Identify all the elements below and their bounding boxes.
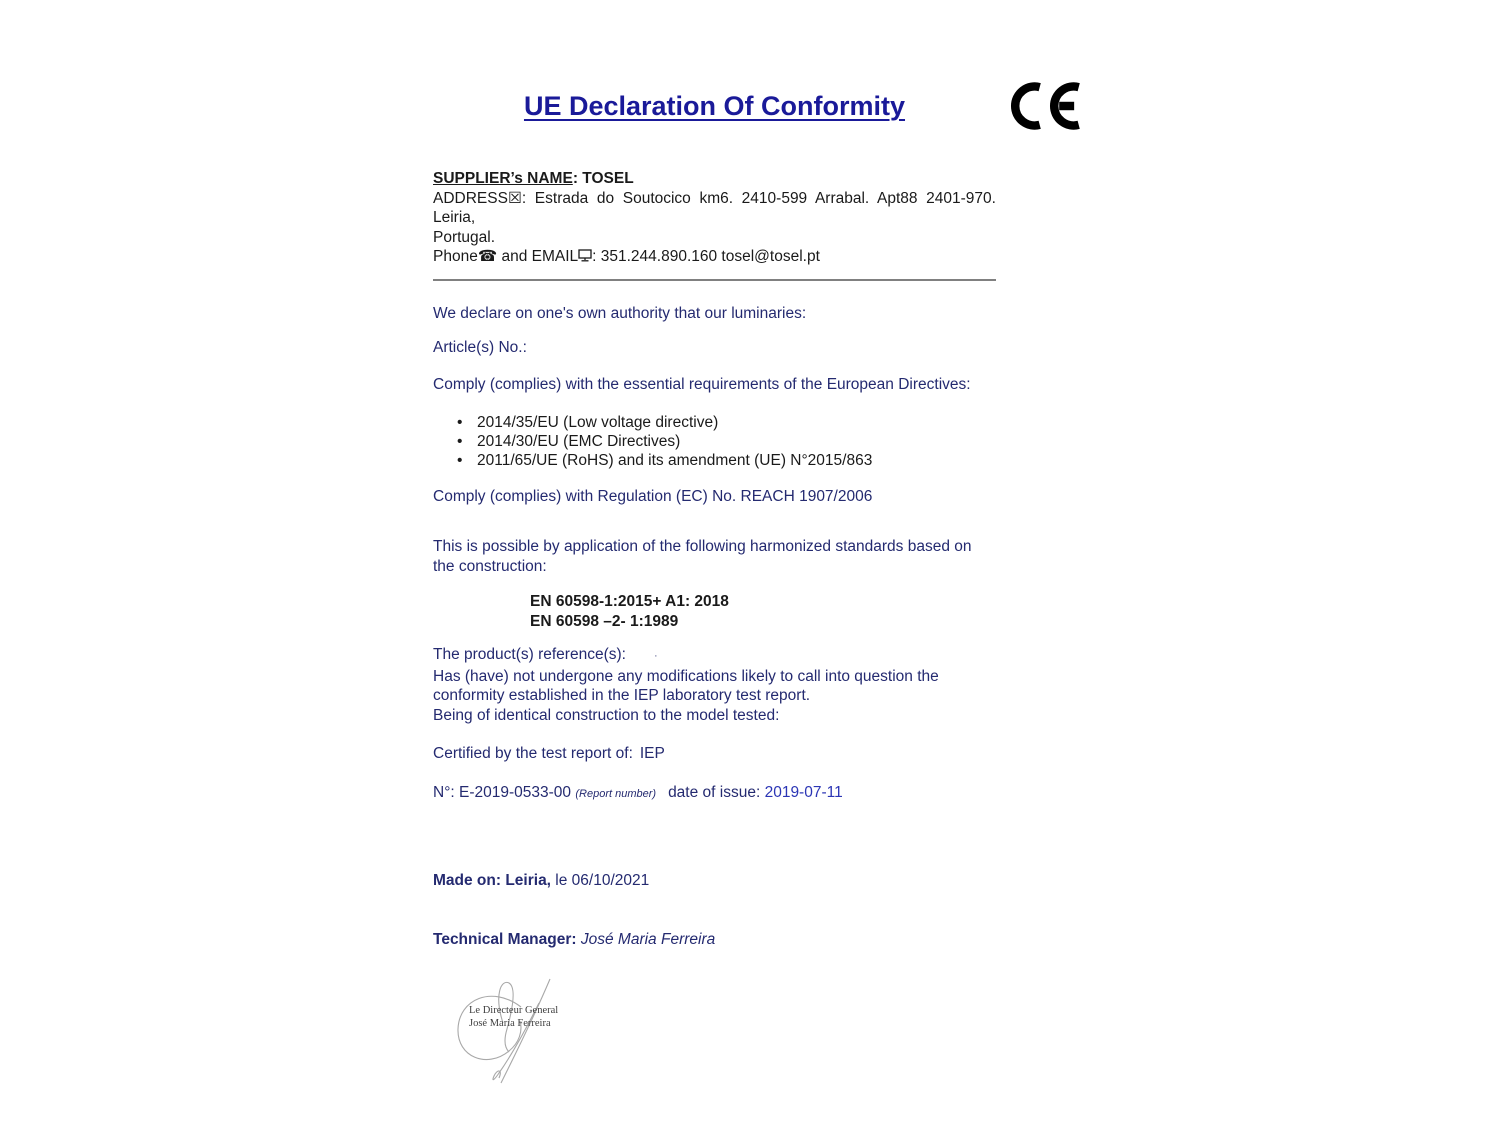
phone-mid: and EMAIL	[497, 248, 579, 265]
product-ref-text: The product(s) reference(s):	[433, 646, 626, 664]
manager-label: Technical Manager:	[433, 930, 581, 948]
supplier-block	[433, 169, 996, 267]
page-title: UE Declaration Of Conformity	[523, 91, 906, 121]
phone-label: Phone	[433, 248, 478, 265]
bullet-icon: •	[457, 452, 463, 470]
supplier-name-line	[433, 169, 996, 189]
address-text-line2: Portugal.	[433, 228, 496, 246]
bullet-icon: •	[457, 433, 463, 451]
phone-sep: :	[592, 248, 601, 265]
document-content	[433, 0, 996, 1092]
made-on-label: Made on: Leiria,	[433, 872, 551, 890]
issue-date-label: date of issue:	[668, 783, 765, 801]
articles-line: Article(s) No.:	[433, 339, 527, 356]
list-item	[433, 432, 996, 451]
report-number-note: (Report number)	[575, 787, 657, 800]
comply-directives-line: Comply (complies) with the essential requirements of the European Directives:	[433, 375, 971, 393]
computer-icon	[578, 249, 592, 262]
directive-text: 2014/30/EU (EMC Directives)	[477, 433, 681, 451]
signature-text	[469, 1005, 558, 1030]
standard-line: EN 60598 –2- 1:1989	[530, 612, 679, 630]
harmonized-intro: This is possible by application of the following harmonized standards based on the construction:	[433, 538, 972, 575]
supplier-name-sep: :	[572, 170, 583, 187]
comply-reach-line: Comply (complies) with Regulation (EC) No. REACH 1907/2006	[433, 487, 873, 505]
supplier-phone-line	[433, 247, 996, 267]
signature-name: José Maria Ferreira	[469, 1017, 551, 1029]
report-number-line	[433, 783, 996, 805]
ce-mark-icon	[1002, 80, 1080, 137]
made-on-line	[433, 871, 996, 891]
identical-construction-text: Being of identical construction to the model tested:	[433, 706, 780, 724]
declaration-statement: We declare on one's own authority that our luminaries:	[433, 304, 807, 322]
envelope-x-icon: ☒	[507, 189, 522, 207]
standards-block	[433, 592, 996, 631]
report-number-value: E-2019-0533-00	[459, 783, 576, 801]
certified-line	[433, 744, 996, 764]
address-text-line1: Estrada do Soutocico km6. 2410-599 Arrabal. Apt88 2401-970. Leiria,	[433, 189, 996, 226]
certified-label: Certified by the test report of:	[433, 745, 633, 763]
divider	[433, 279, 996, 281]
directive-text: 2014/35/EU (Low voltage directive)	[477, 414, 719, 431]
supplier-address-line2	[433, 228, 996, 248]
report-number-label: N°:	[433, 783, 460, 801]
signature-block	[447, 977, 587, 1092]
address-label: ADDRESS	[433, 189, 508, 207]
bullet-icon: •	[457, 414, 463, 431]
issue-date-value: 2019-07-11	[764, 783, 843, 801]
directives-list	[433, 413, 996, 471]
supplier-name-label: SUPPLIER’s NAME	[433, 170, 573, 187]
signature-title: Le Directeur General	[469, 1005, 559, 1017]
product-reference-block	[433, 645, 996, 725]
standard-line: EN 60598-1:2015+ A1: 2018	[530, 593, 729, 611]
ce-mark-svg	[1002, 80, 1080, 132]
stray-mark: ·	[653, 650, 658, 663]
phone-email-value: 351.244.890.160 tosel@tosel.pt	[600, 248, 820, 265]
certified-value: IEP	[639, 745, 665, 763]
no-modifications-text: Has (have) not undergone any modifications likely to call into question the conformity established in the IEP laboratory test report.	[433, 667, 939, 705]
product-ref-line	[433, 645, 996, 667]
list-item	[433, 451, 996, 470]
telephone-icon: ☎	[477, 248, 498, 265]
signature-scribble	[447, 977, 587, 1092]
list-item	[433, 413, 996, 432]
directive-text: 2011/65/UE (RoHS) and its amendment (UE) N°2015/863	[477, 452, 873, 470]
address-sep: :	[521, 189, 535, 207]
supplier-address-line	[433, 189, 996, 228]
supplier-name-value: TOSEL	[582, 170, 634, 187]
technical-manager-line	[433, 930, 996, 950]
manager-value: José Maria Ferreira	[580, 930, 716, 948]
made-on-value: le 06/10/2021	[551, 872, 650, 890]
